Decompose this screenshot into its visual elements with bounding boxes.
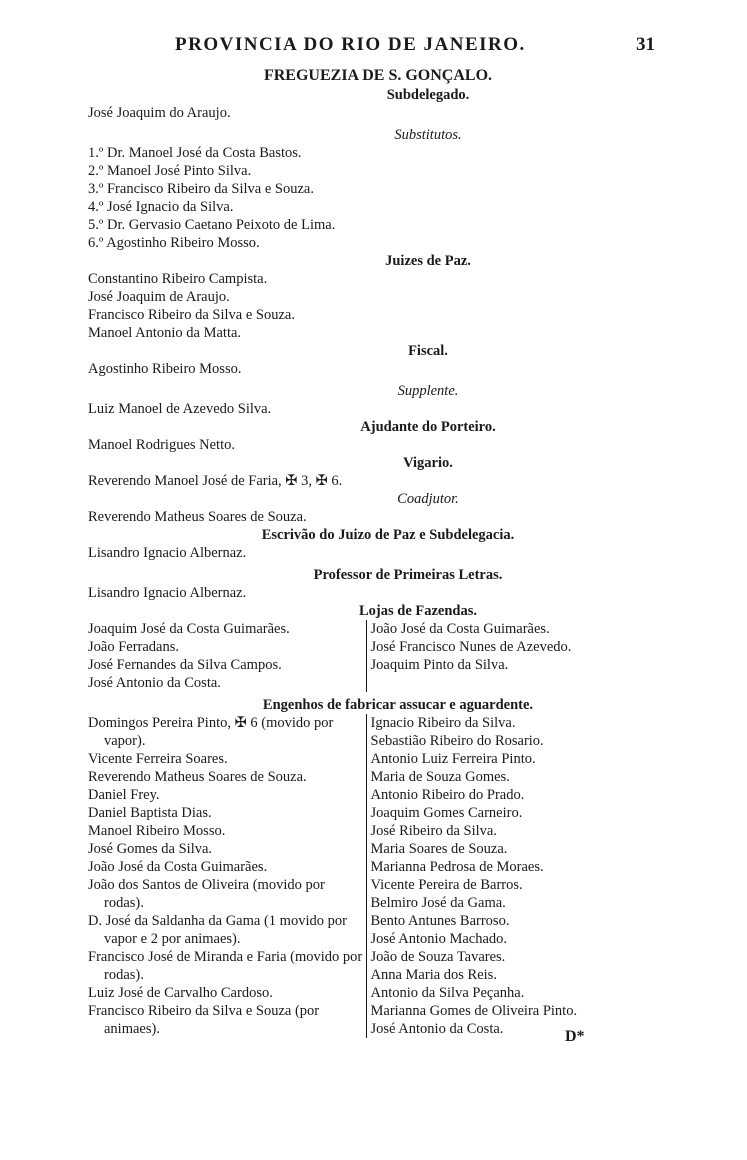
list-item: Joaquim José da Costa Guimarães. <box>88 621 290 637</box>
list-item: 6.º Agostinho Ribeiro Mosso. <box>88 235 260 251</box>
list-item: Belmiro José da Gama. <box>370 895 506 911</box>
list-item: Constantino Ribeiro Campista. <box>88 271 268 287</box>
vigario-name: Reverendo Manoel José de Faria, ✠ 3, ✠ 6. <box>88 473 343 489</box>
list-item: Antonio Ribeiro do Prado. <box>370 787 525 803</box>
list-item: Antonio da Silva Peçanha. <box>370 985 525 1001</box>
heading-professor: Professor de Primeiras Letras. <box>313 567 503 583</box>
list-item: José Antonio da Costa. <box>370 1021 504 1037</box>
signature-mark: D* <box>565 1028 585 1045</box>
list-item: Marianna Gomes de Oliveira Pinto. <box>370 1003 578 1019</box>
list-item: José Gomes da Silva. <box>88 841 213 857</box>
list-item: José Francisco Nunes de Azevedo. <box>370 639 572 655</box>
list-item: João Ferradans. <box>88 639 180 655</box>
supplente-name: Luiz Manoel de Azevedo Silva. <box>88 401 272 417</box>
list-item: 2.º Manoel José Pinto Silva. <box>88 163 252 179</box>
heading-ajudante: Ajudante do Porteiro. <box>360 419 496 435</box>
heading-substitutos: Substitutos. <box>394 127 462 143</box>
lojas-right-column <box>367 620 649 692</box>
lojas-table <box>88 620 648 692</box>
page-number: 31 <box>636 34 655 55</box>
list-item: D. José da Saldanha da Gama (1 movido por vapor e 2 por animaes). <box>88 913 347 947</box>
lojas-left-column <box>88 620 367 692</box>
list-item: Maria Soares de Souza. <box>370 841 508 857</box>
list-item: Reverendo Matheus Soares de Souza. <box>88 769 307 785</box>
list-item: Francisco Ribeiro da Silva e Souza. <box>88 307 295 323</box>
list-item: Ignacio Ribeiro da Silva. <box>370 715 516 731</box>
heading-juizes-de-paz: Juizes de Paz. <box>385 253 471 269</box>
list-item: Luiz José de Carvalho Cardoso. <box>88 985 273 1001</box>
list-item: Francisco Ribeiro da Silva e Souza (por animaes). <box>88 1003 320 1037</box>
heading-engenhos: Engenhos de fabricar assucar e aguardente. <box>262 697 534 713</box>
engenhos-right-column <box>367 714 649 1038</box>
heading-subdelegado: Subdelegado. <box>386 87 470 103</box>
heading-supplente: Supplente. <box>397 383 459 399</box>
engenhos-left-column <box>88 714 367 1038</box>
list-item: João de Souza Tavares. <box>370 949 506 965</box>
list-item: Daniel Baptista Dias. <box>88 805 212 821</box>
list-item: 5.º Dr. Gervasio Caetano Peixoto de Lima. <box>88 217 336 233</box>
list-item: 3.º Francisco Ribeiro da Silva e Souza. <box>88 181 314 197</box>
engenhos-table <box>88 714 648 1038</box>
heading-lojas: Lojas de Fazendas. <box>358 603 478 619</box>
list-item: Joaquim Pinto da Silva. <box>370 657 509 673</box>
subdelegado-name: José Joaquim do Araujo. <box>88 105 231 121</box>
list-item: Antonio Luiz Ferreira Pinto. <box>370 751 536 767</box>
list-item: Manoel Antonio da Matta. <box>88 325 242 341</box>
heading-vigario: Vigario. <box>403 455 453 471</box>
list-item: Bento Antunes Barroso. <box>370 913 510 929</box>
list-item: José Antonio Machado. <box>370 931 508 947</box>
list-item: 4.º José Ignacio da Silva. <box>88 199 234 215</box>
page-header <box>0 34 747 58</box>
list-item: Domingos Pereira Pinto, ✠ 6 (movido por vapor). <box>88 715 334 749</box>
list-item: Anna Maria dos Reis. <box>370 967 497 983</box>
heading-escrivao: Escrivão do Juizo de Paz e Subdelegacia. <box>261 527 515 543</box>
section-title: FREGUEZIA DE S. GONÇALO. <box>263 67 493 84</box>
list-item: Joaquim Gomes Carneiro. <box>370 805 523 821</box>
list-item: João José da Costa Guimarães. <box>88 859 268 875</box>
list-item: Daniel Frey. <box>88 787 160 803</box>
list-item: Francisco José de Miranda e Faria (movido por rodas). <box>88 949 363 983</box>
list-item: João dos Santos de Oliveira (movido por rodas). <box>88 877 325 911</box>
professor-name: Lisandro Ignacio Albernaz. <box>88 585 247 601</box>
list-item: José Joaquim de Araujo. <box>88 289 230 305</box>
fiscal-name: Agostinho Ribeiro Mosso. <box>88 361 242 377</box>
list-item: Manoel Ribeiro Mosso. <box>88 823 226 839</box>
heading-coadjutor: Coadjutor. <box>397 491 459 507</box>
list-item: Marianna Pedrosa de Moraes. <box>370 859 544 875</box>
list-item: João José da Costa Guimarães. <box>370 621 550 637</box>
running-title: PROVINCIA DO RIO DE JANEIRO. <box>175 34 526 55</box>
escrivao-name: Lisandro Ignacio Albernaz. <box>88 545 247 561</box>
list-item: Maria de Souza Gomes. <box>370 769 510 785</box>
list-item: 1.º Dr. Manoel José da Costa Bastos. <box>88 145 302 161</box>
list-item: José Fernandes da Silva Campos. <box>88 657 282 673</box>
list-item: Vicente Ferreira Soares. <box>88 751 228 767</box>
page-body <box>88 66 648 1038</box>
list-item: José Ribeiro da Silva. <box>370 823 497 839</box>
list-item: José Antonio da Costa. <box>88 675 221 691</box>
heading-fiscal: Fiscal. <box>408 343 448 359</box>
ajudante-name: Manoel Rodrigues Netto. <box>88 437 235 453</box>
coadjutor-name: Reverendo Matheus Soares de Souza. <box>88 509 307 525</box>
list-item: Vicente Pereira de Barros. <box>370 877 523 893</box>
list-item: Sebastião Ribeiro do Rosario. <box>370 733 544 749</box>
